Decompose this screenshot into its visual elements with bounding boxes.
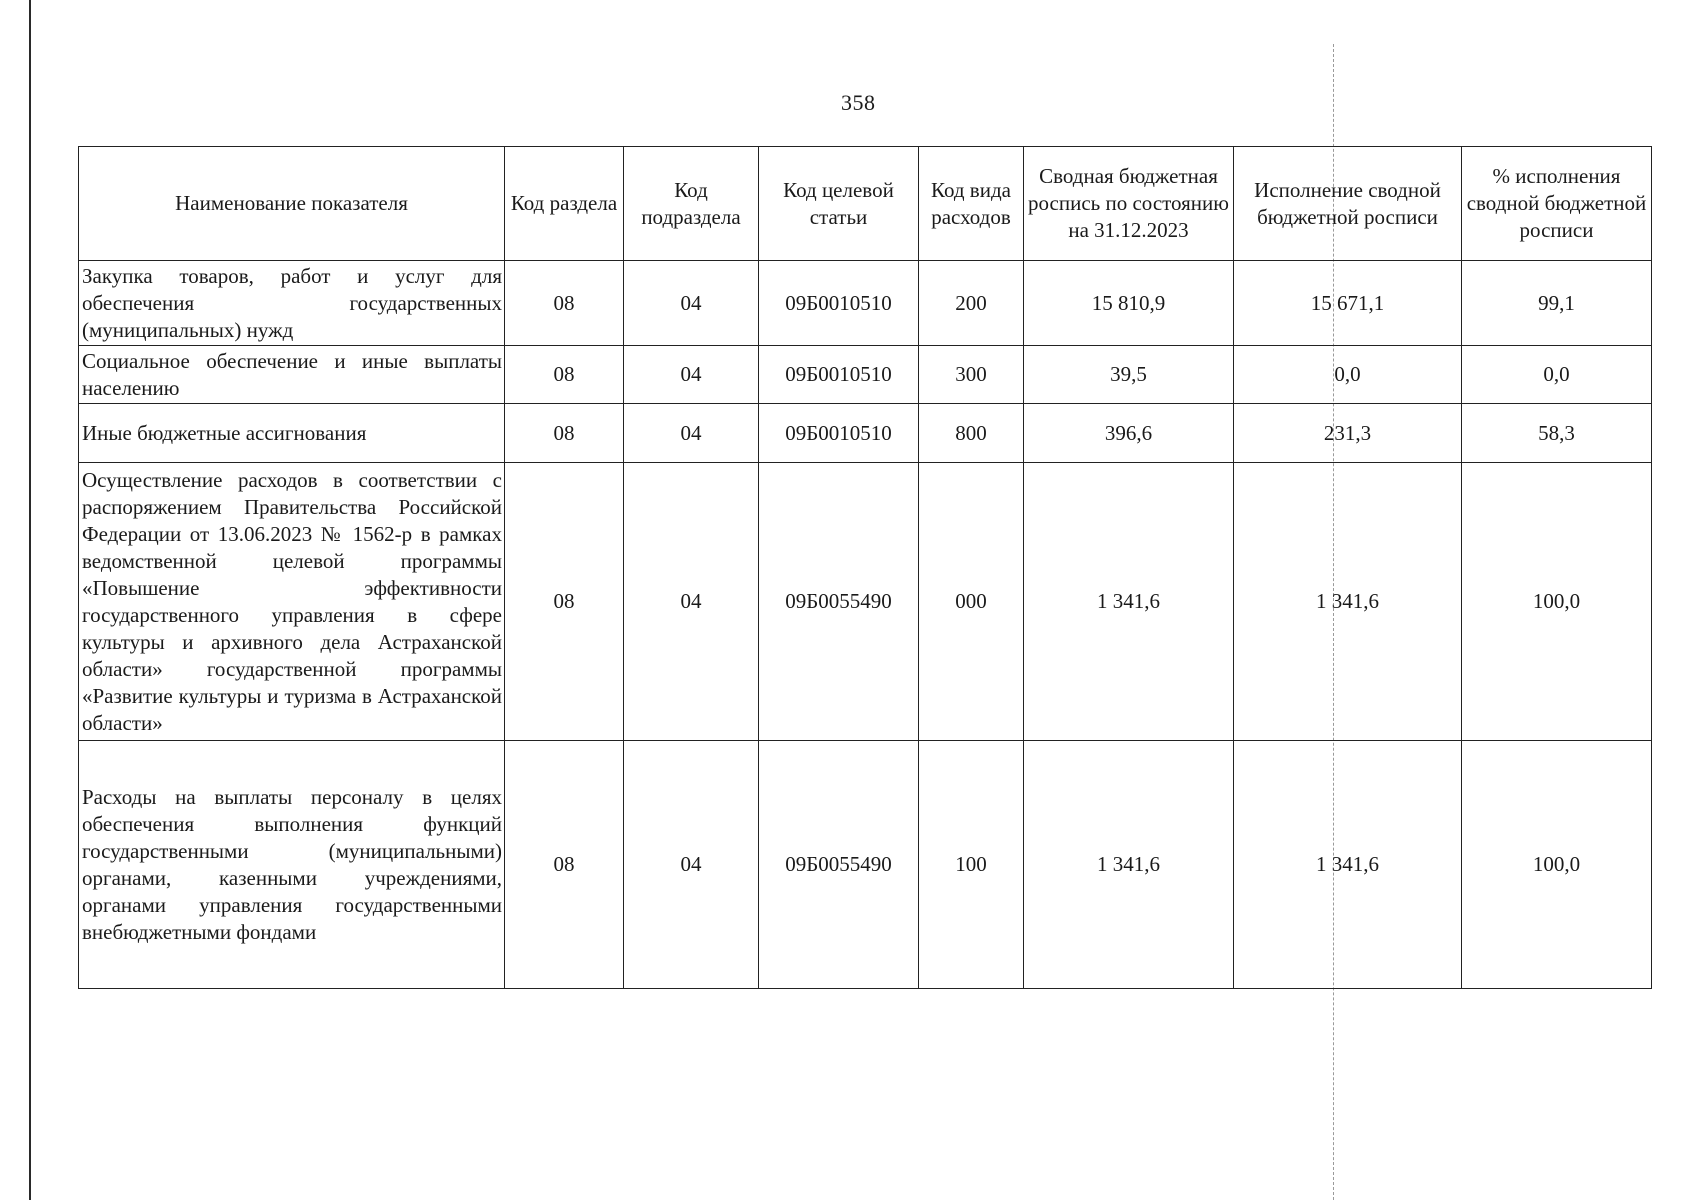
header-target-code: Код целевой статьи bbox=[759, 147, 919, 261]
table-row bbox=[79, 404, 1652, 463]
header-budget-plan: Сводная бюджетная роспись по состоянию на 31.12.2023 bbox=[1024, 147, 1234, 261]
section-code-cell: 08 bbox=[505, 404, 624, 463]
section-code-cell: 08 bbox=[505, 463, 624, 741]
indicator-name-cell: Социальное обеспечение и иные выплаты населению bbox=[79, 346, 505, 404]
budget-execution-cell: 15 671,1 bbox=[1234, 261, 1462, 346]
budget-execution-cell: 231,3 bbox=[1234, 404, 1462, 463]
target-code-cell: 09Б0010510 bbox=[759, 404, 919, 463]
execution-percent-cell: 99,1 bbox=[1462, 261, 1652, 346]
section-code-cell: 08 bbox=[505, 741, 624, 989]
section-code-cell: 08 bbox=[505, 346, 624, 404]
budget-plan-cell: 39,5 bbox=[1024, 346, 1234, 404]
budget-execution-cell: 1 341,6 bbox=[1234, 463, 1462, 741]
target-code-cell: 09Б0010510 bbox=[759, 261, 919, 346]
header-indicator-name: Наименование показателя bbox=[79, 147, 505, 261]
binding-edge-line bbox=[29, 0, 31, 1200]
indicator-name-cell: Осуществление расходов в соответствии с распоряжением Правительства Российской Федерации от 13.06.2023 № 1562-р в рамках ведомственной целевой программы «Повышение эффективности государственного управления в сфере культуры и архивного дела Астраханской области» государственной программы «Развитие культуры и туризма в Астраханской области» bbox=[79, 463, 505, 741]
budget-plan-cell: 15 810,9 bbox=[1024, 261, 1234, 346]
subsection-code-cell: 04 bbox=[624, 741, 759, 989]
execution-percent-cell: 58,3 bbox=[1462, 404, 1652, 463]
subsection-code-cell: 04 bbox=[624, 261, 759, 346]
table-row bbox=[79, 261, 1652, 346]
table-row bbox=[79, 741, 1652, 989]
section-code-cell: 08 bbox=[505, 261, 624, 346]
execution-percent-cell: 100,0 bbox=[1462, 463, 1652, 741]
header-subsection-code: Код подраздела bbox=[624, 147, 759, 261]
budget-execution-cell: 1 341,6 bbox=[1234, 741, 1462, 989]
expense-type-cell: 000 bbox=[919, 463, 1024, 741]
target-code-cell: 09Б0055490 bbox=[759, 741, 919, 989]
header-budget-execution: Исполнение сводной бюджетной росписи bbox=[1234, 147, 1462, 261]
budget-execution-table bbox=[78, 146, 1652, 989]
table-header-row bbox=[79, 147, 1652, 261]
subsection-code-cell: 04 bbox=[624, 463, 759, 741]
expense-type-cell: 800 bbox=[919, 404, 1024, 463]
expense-type-cell: 100 bbox=[919, 741, 1024, 989]
target-code-cell: 09Б0010510 bbox=[759, 346, 919, 404]
subsection-code-cell: 04 bbox=[624, 404, 759, 463]
budget-execution-cell: 0,0 bbox=[1234, 346, 1462, 404]
indicator-name-cell: Иные бюджетные ассигнования bbox=[79, 404, 505, 463]
budget-plan-cell: 396,6 bbox=[1024, 404, 1234, 463]
header-section-code: Код раздела bbox=[505, 147, 624, 261]
table-row bbox=[79, 463, 1652, 741]
budget-plan-cell: 1 341,6 bbox=[1024, 463, 1234, 741]
target-code-cell: 09Б0055490 bbox=[759, 463, 919, 741]
execution-percent-cell: 100,0 bbox=[1462, 741, 1652, 989]
expense-type-cell: 200 bbox=[919, 261, 1024, 346]
indicator-name-cell: Расходы на выплаты персоналу в целях обеспечения выполнения функций государственными (муниципальными) органами, казенными учреждениями, органами управления государственными внебюджетными фондами bbox=[79, 741, 505, 989]
table-row bbox=[79, 346, 1652, 404]
header-expense-type-code: Код вида расходов bbox=[919, 147, 1024, 261]
subsection-code-cell: 04 bbox=[624, 346, 759, 404]
expense-type-cell: 300 bbox=[919, 346, 1024, 404]
header-execution-percent: % исполнения сводной бюджетной росписи bbox=[1462, 147, 1652, 261]
indicator-name-cell: Закупка товаров, работ и услуг для обеспечения государственных (муниципальных) нужд bbox=[79, 261, 505, 346]
page-number: 358 bbox=[841, 90, 876, 115]
budget-plan-cell: 1 341,6 bbox=[1024, 741, 1234, 989]
execution-percent-cell: 0,0 bbox=[1462, 346, 1652, 404]
